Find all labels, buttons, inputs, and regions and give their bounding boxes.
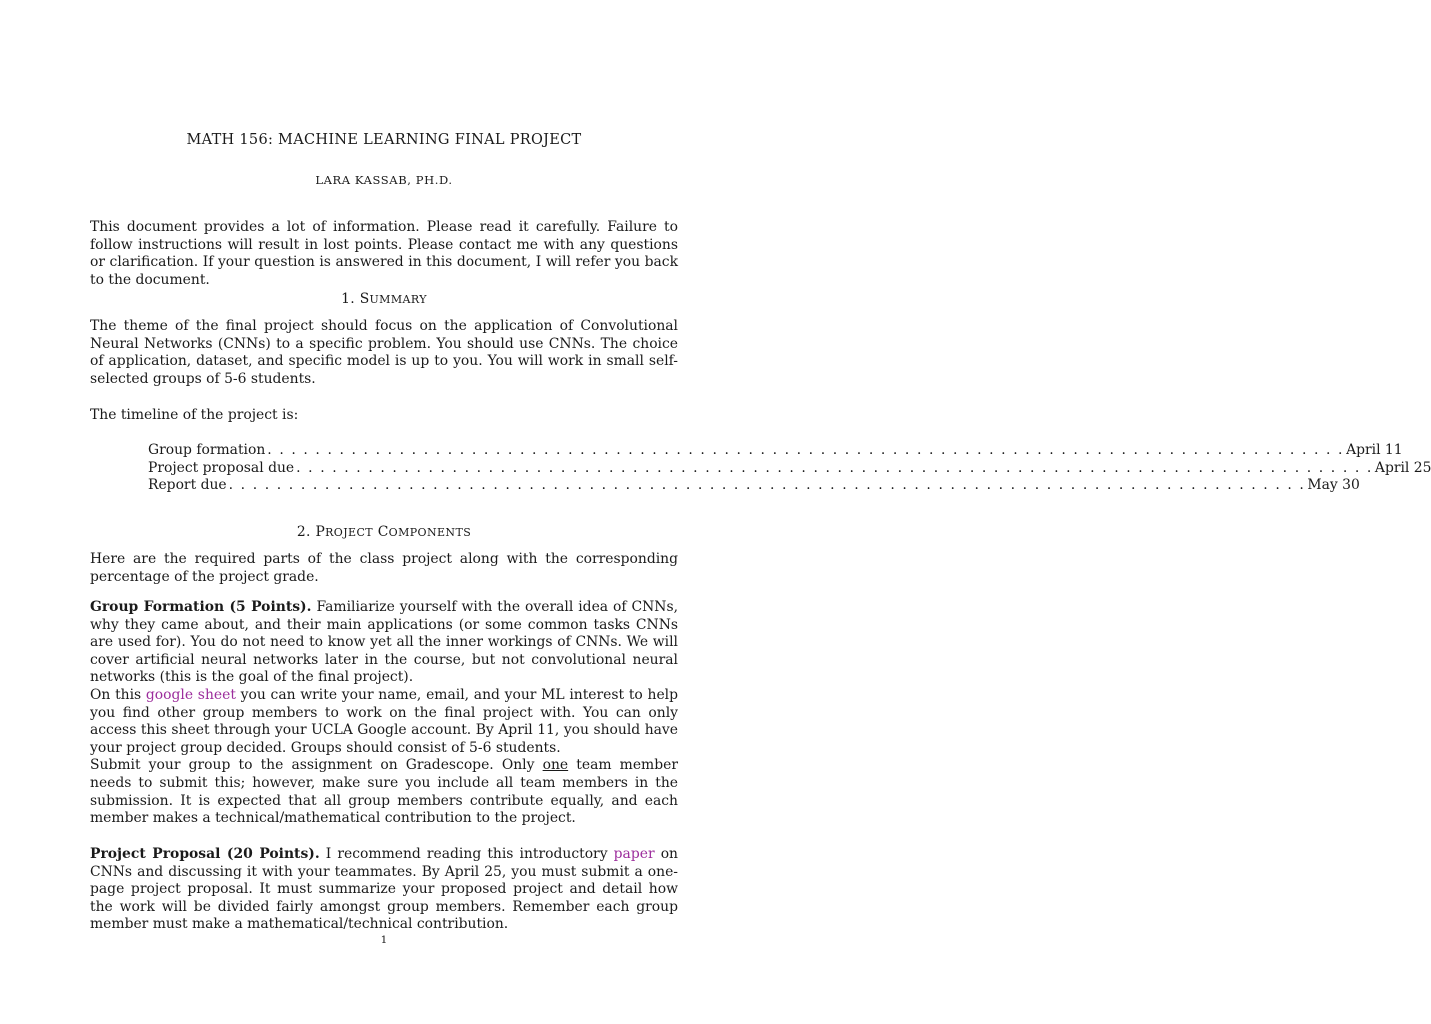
dot-leader: . . . . . . . . . . . . . . . . . . . . . . . . . . . . . . . . . . . . . . . . . . . . . . . . . . . . . . . . . . . . . . . . . . . . . . . . . . . . . . . . . . . . . . . . . .: [267, 442, 1345, 458]
timeline-label: Report due: [148, 477, 227, 494]
section-heading-summary: 1. SUMMARY: [341, 291, 427, 307]
section-heading-project-components: 2. PROJECT COMPONENTS: [296, 524, 472, 540]
document-title: MATH 156: MACHINE LEARNING FINAL PROJECT: [186, 132, 582, 148]
group-formation-p3: Submit your group to the assignment on Gradescope. Only one team member needs to submit this; however, make sure you include all team members in the submission. It is expected that all group members contribute equally, and each member makes a technical/mathematical contribution to the project.: [90, 757, 678, 827]
timeline-date: April 25: [1374, 459, 1431, 476]
underlined-word: one: [542, 757, 569, 774]
intro-paragraph: This document provides a lot of information. Please read it carefully. Failure to follow instructions will result in lost points. Please contact me with any questions or clarification. If your question is answered in this document, I will refer you back to the document.: [90, 219, 678, 288]
group-formation-heading: Group Formation (5 Points).: [90, 599, 312, 615]
page-number: 1: [380, 934, 388, 946]
timeline-row: [148, 459, 1431, 478]
timeline-date: May 30: [1307, 477, 1360, 494]
group-formation-p1: Group Formation (5 Points). Familiarize yourself with the overall idea of CNNs, why they came about, and their main applications (or some common tasks CNNs are used for). You do not need to know yet all the inner workings of CNNs. We will cover artificial neural networks later in the course, but not convolutional neural networks (this is the goal of the final project).: [90, 599, 678, 686]
document-author: LARA KASSAB, PH.D.: [315, 173, 453, 187]
timeline-row: [148, 477, 1360, 495]
timeline-label: Project proposal due: [148, 459, 295, 476]
section-number: 1.: [341, 291, 355, 307]
timeline-intro: The timeline of the project is:: [90, 407, 299, 423]
group-formation-section: [90, 599, 678, 828]
summary-paragraph: The theme of the final project should focus on the application of Convolutional Neural Networks (CNNs) to a specific problem. You should use CNNs. The choice of application, dataset, and specific model is up to you. You will work in small self-selected groups of 5-6 students.: [90, 318, 678, 387]
timeline-date: April 11: [1346, 442, 1403, 458]
project-proposal-heading: Project Proposal (20 Points).: [90, 846, 320, 862]
components-intro: Here are the required parts of the class project along with the corresponding percentage of the project grade.: [90, 551, 678, 585]
dot-leader: . . . . . . . . . . . . . . . . . . . . . . . . . . . . . . . . . . . . . . . . . . . . . . . . . . . . . . . . . . . . . . . . . . . . . . . . . . . . . . . . . . . . . . . . . .: [228, 477, 1306, 494]
section-number: 2.: [296, 524, 311, 540]
timeline-label: Group formation: [148, 442, 266, 458]
paper-link[interactable]: paper: [613, 846, 655, 862]
timeline-row: [148, 442, 1403, 460]
project-proposal-section: Project Proposal (20 Points). I recommend reading this introductory paper on CNNs and discussing it with your teammates. By April 25, you must submit a one-page project proposal. It must summarize your proposed project and detail how the work will be divided fairly amongst group members. Remember each group member must make a mathematical/technical contribution.: [90, 846, 679, 933]
timeline-list: [148, 442, 1431, 495]
group-formation-p2: On this google sheet you can write your name, email, and your ML interest to help you find other group members to work on the final project with. You can only access this sheet through your UCLA Google account. By April 11, you should have your project group decided. Groups should consist of 5-6 students.: [90, 686, 679, 756]
dot-leader: . . . . . . . . . . . . . . . . . . . . . . . . . . . . . . . . . . . . . . . . . . . . . . . . . . . . . . . . . . . . . . . . . . . . . . . . . . . . . . . . . . . . . . . . . .: [296, 459, 1373, 476]
google-sheet-link[interactable]: google sheet: [145, 686, 236, 703]
